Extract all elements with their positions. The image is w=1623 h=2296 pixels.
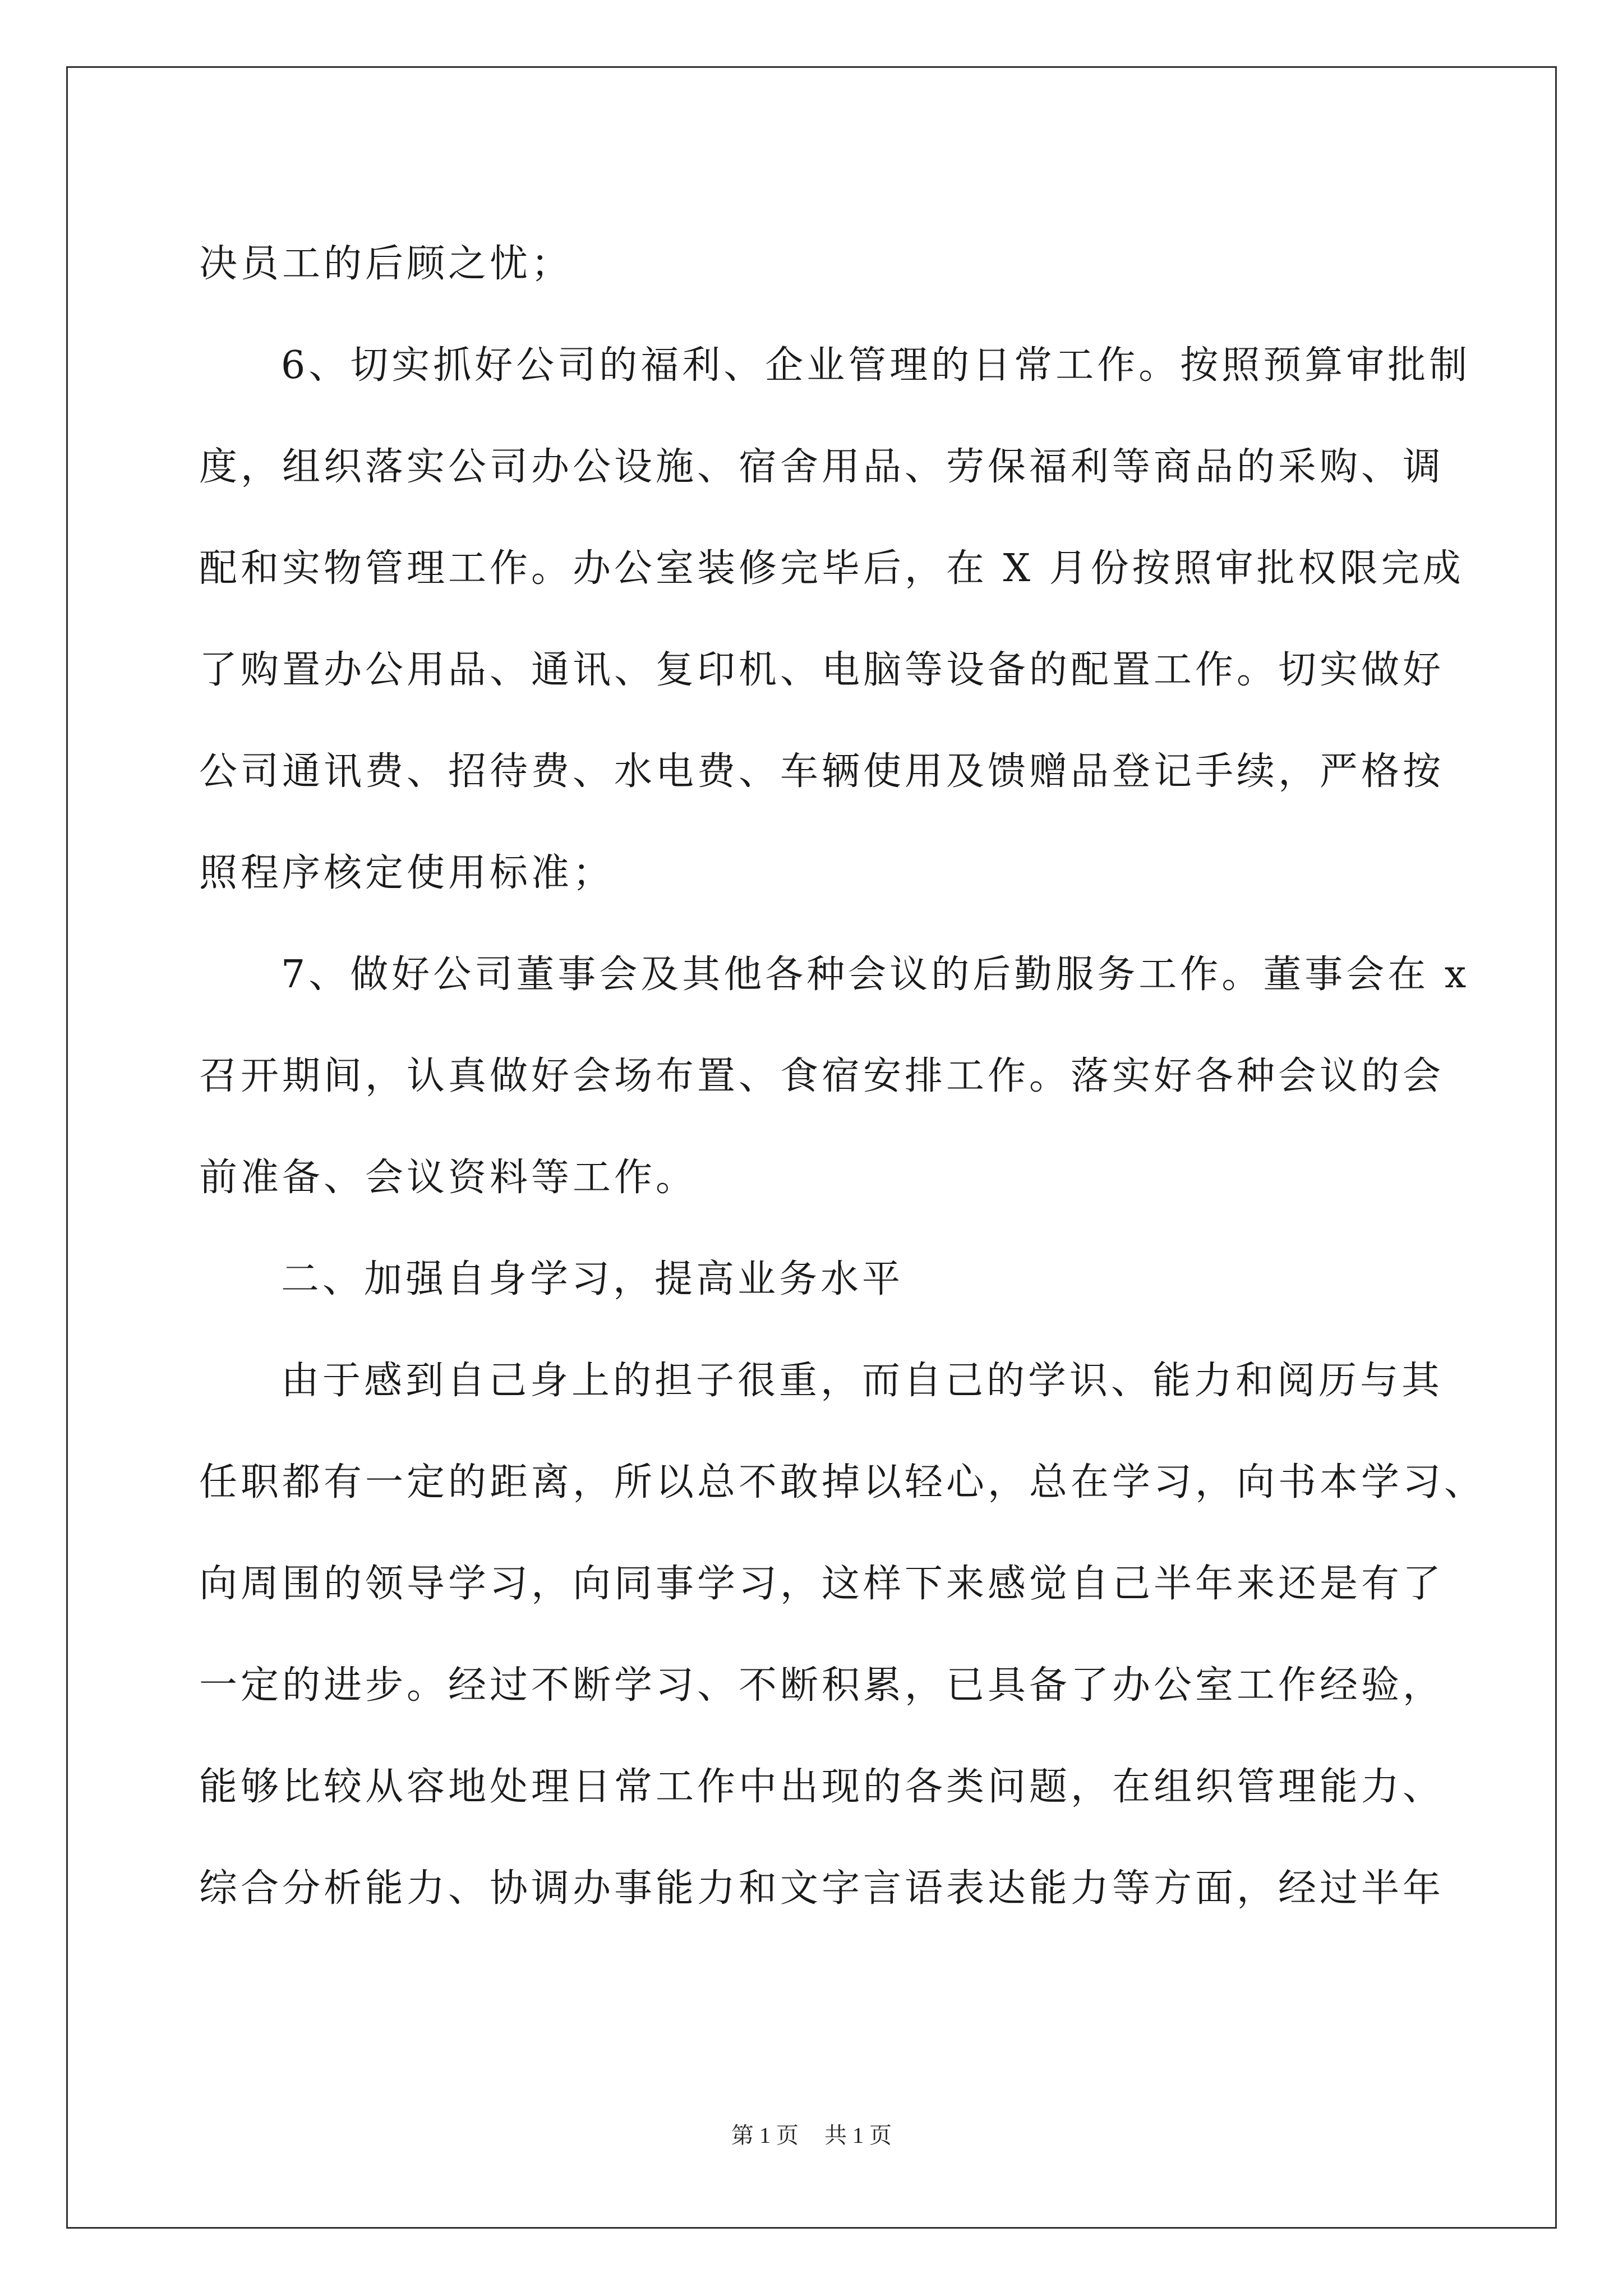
text-line: 决员工的后顾之忧； [199, 242, 573, 286]
text-line: 前准备、会议资料等工作。 [199, 1156, 698, 1200]
text-line: 公司通讯费、招待费、水电费、车辆使用及馈赠品登记手续，严格按 [199, 749, 1445, 794]
text-line: 度，组织落实公司办公设施、宿舍用品、劳保福利等商品的采购、调 [199, 445, 1445, 489]
section-heading: 二、加强自身学习，提高业务水平 [281, 1257, 904, 1301]
page-footer [0, 2118, 1623, 2150]
text-line: 召开期间，认真做好会场布置、食宿安排工作。落实好各种会议的会 [199, 1054, 1445, 1098]
document-body [199, 213, 1486, 1939]
text-line: 任职都有一定的距离，所以总不敢掉以轻心，总在学习，向书本学习、 [199, 1460, 1486, 1504]
page-number: 第 1 页 [731, 2123, 799, 2148]
text-line: 综合分析能力、协调办事能力和文字言语表达能力等方面，经过半年 [199, 1866, 1445, 1911]
text-line: 能够比较从容地处理日常工作中出现的各类问题，在组织管理能力、 [199, 1765, 1445, 1809]
text-line: 由于感到自己身上的担子很重，而自己的学识、能力和阅历与其 [281, 1359, 1444, 1403]
text-line: 7、做好公司董事会及其他各种会议的后勤服务工作。董事会在 x [281, 953, 1470, 997]
text-line: 一定的进步。经过不断学习、不断积累，已具备了办公室工作经验， [199, 1663, 1445, 1708]
page-total: 共 1 页 [824, 2123, 892, 2148]
text-line: 配和实物管理工作。办公室装修完毕后，在 X 月份按照审批权限完成 [199, 546, 1464, 591]
text-line: 了购置办公用品、通讯、复印机、电脑等设备的配置工作。切实做好 [199, 648, 1445, 692]
text-line: 照程序核定使用标准； [199, 851, 615, 895]
text-line: 6、切实抓好公司的福利、企业管理的日常工作。按照预算审批制 [281, 343, 1471, 388]
text-line: 向周围的领导学习，向同事学习，这样下来感觉自己半年来还是有了 [199, 1562, 1445, 1606]
